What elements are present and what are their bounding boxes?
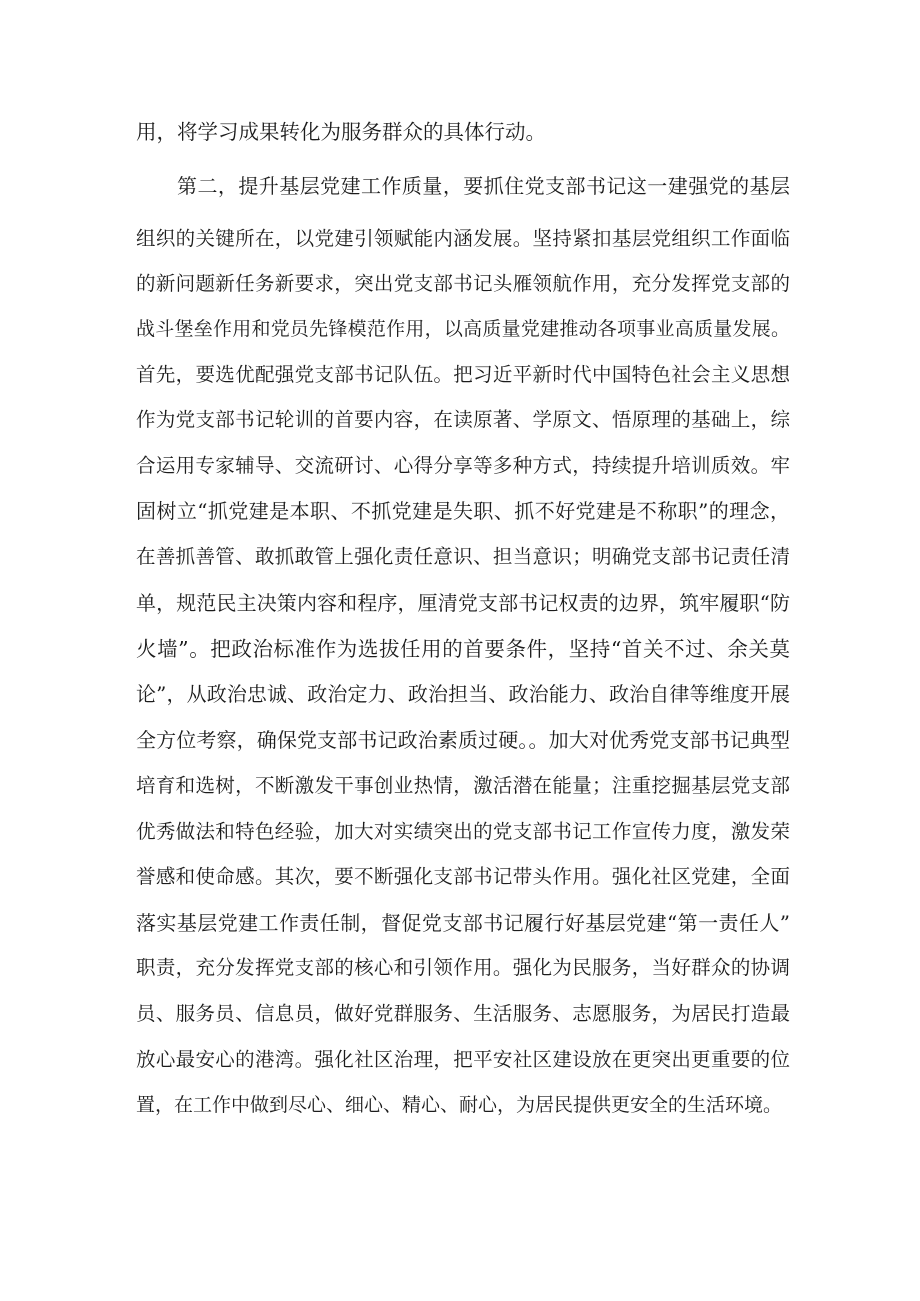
- paragraph-first-line: 第二，提升基层党建工作质量，要抓住党支部书记这一建强党的基层: [177, 174, 790, 198]
- text-line: 用，将学习成果转化为服务群众的具体行动。: [136, 120, 546, 144]
- text-line: 论”，从政治忠诚、政治定力、政治担当、政治能力、政治自律等维度开展: [136, 682, 790, 706]
- text-line: 的新问题新任务新要求，突出党支部书记头雁领航作用，充分发挥党支部的: [136, 272, 790, 295]
- text-line: 固树立“抓党建是本职、不抓党建是失职、抓不好党建是不称职”的理念，: [136, 499, 790, 523]
- text-line: 组织的关键所在，以党建引领赋能内涵发展。坚持紧扣基层党组织工作面临: [136, 227, 790, 250]
- text-line: 战斗堡垒作用和党员先锋模范作用，以高质量党建推动各项事业高质量发展。: [136, 318, 790, 340]
- text-line: 誉感和使命感。其次，要不断强化支部书记带头作用。强化社区党建，全面: [136, 865, 790, 888]
- text-line: 培育和选树，不断激发干事创业热情，激活潜在能量；注重挖掘基层党支部: [136, 774, 790, 797]
- text-line: 全方位考察，确保党支部书记政治素质过硬。。加大对优秀党支部书记典型: [136, 728, 790, 752]
- text-line: 落实基层党建工作责任制，督促党支部书记履行好基层党建“第一责任人”: [136, 911, 790, 935]
- text-line: 作为党支部书记轮训的首要内容，在读原著、学原文、悟原理的基础上，综: [136, 408, 790, 431]
- text-line: 职责，充分发挥党支部的核心和引领作用。强化为民服务，当好群众的协调: [136, 956, 790, 979]
- text-line: 员、服务员、信息员，做好党群服务、生活服务、志愿服务，为居民打造最: [136, 1002, 790, 1025]
- text-line: 优秀做法和特色经验，加大对实绩突出的党支部书记工作宣传力度，激发荣: [136, 820, 790, 843]
- text-line: 合运用专家辅导、交流研讨、心得分享等多种方式，持续提升培训质效。牢: [136, 454, 790, 477]
- text-line: 放心最安心的港湾。强化社区治理，把平安社区建设放在更突出更重要的位: [136, 1048, 790, 1071]
- text-line: 火墙”。把政治标准作为选拔任用的首要条件，坚持“首关不过、余关莫: [136, 637, 790, 661]
- text-line: 首先，要选优配强党支部书记队伍。把习近平新时代中国特色社会主义思想: [136, 363, 790, 386]
- text-line: 单，规范民主决策内容和程序，厘清党支部书记权责的边界，筑牢履职“防: [136, 591, 790, 615]
- text-line: 在善抓善管、敢抓敢管上强化责任意识、担当意识；明确党支部书记责任清: [136, 545, 790, 568]
- paragraph-last-line: 置，在工作中做到尽心、细心、精心、耐心，为居民提供更安全的生活环境。: [136, 1094, 783, 1116]
